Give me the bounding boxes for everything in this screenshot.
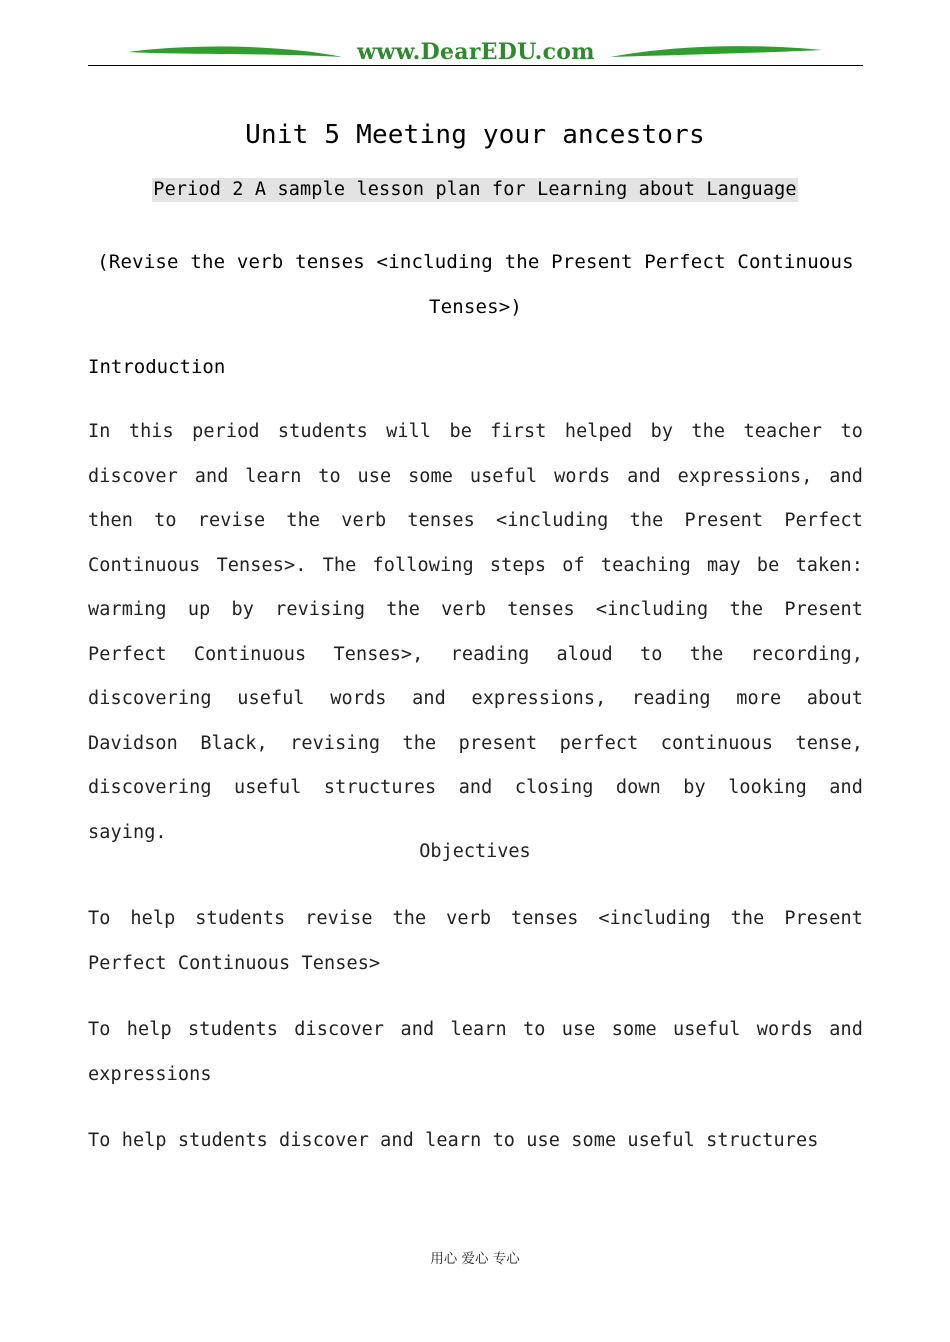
objective-item: To help students discover and learn to use some useful words and expressions — [88, 1019, 863, 1085]
objectives-heading: Objectives — [419, 841, 531, 862]
left-swoosh-graphic — [128, 42, 343, 62]
right-swoosh-graphic — [610, 42, 822, 62]
introduction-paragraph: In this period students will be first helped by the teacher to discover and learn to use some useful words and expressions, and then to revise the verb tenses <including the Present Perfect Continuous Tenses>. The following steps of teaching may be taken: warming up by revising the verb tenses <including the Present Perfect Continuous Tenses>, reading aloud to the recording, discovering useful words and expressions, reading more about Davidson Black, revising the present perfect continuous tense, discovering useful structures and closing down by looking and saying. — [88, 421, 863, 843]
objective-item: To help students discover and learn to use some useful structures — [88, 1130, 819, 1151]
site-logo: www.DearEDU.com — [341, 39, 611, 65]
page-footer: 用心 爱心 专心 — [430, 1251, 520, 1267]
objective-item: To help students revise the verb tenses <including the Present Perfect Continuous Tenses> — [88, 908, 863, 974]
revise-note: (Revise the verb tenses <including the Present Perfect Continuous Tenses>) — [97, 251, 854, 318]
subtitle-row — [0, 178, 950, 202]
page-header — [88, 38, 863, 70]
document-subtitle: Period 2 A sample lesson plan for Learning about Language — [153, 179, 797, 200]
header-rule — [88, 65, 863, 66]
document-title: Unit 5 Meeting your ancestors — [245, 120, 705, 150]
introduction-heading: Introduction — [88, 356, 226, 378]
